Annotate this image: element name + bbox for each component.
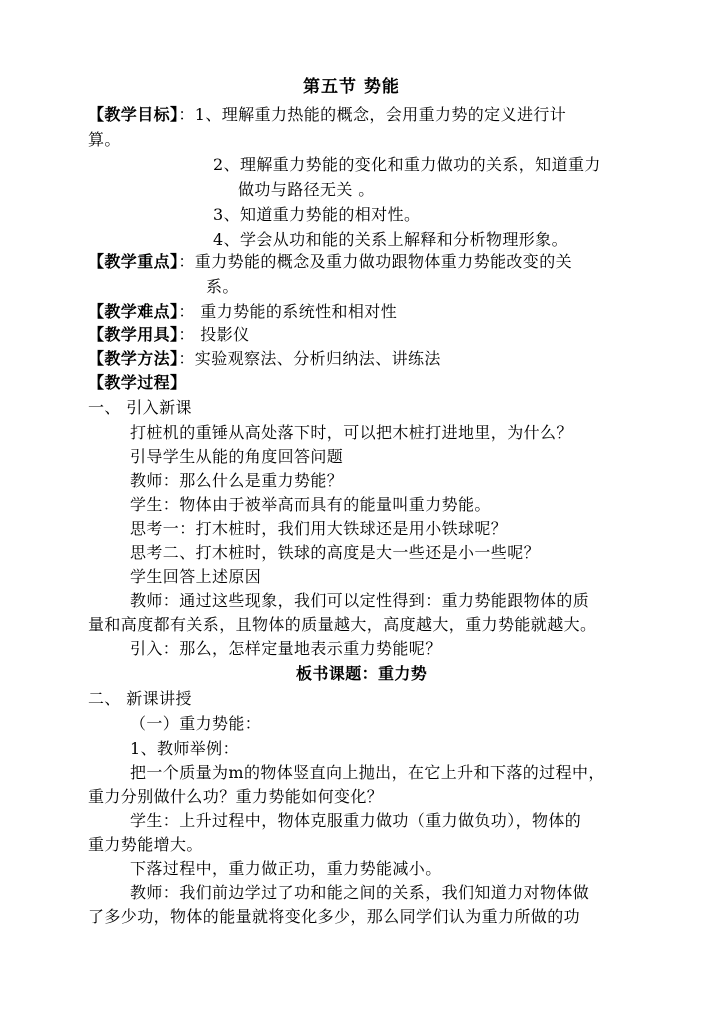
section-2-paragraph: 教师：我们前边学过了功和能之间的关系，我们知道力对物体做	[130, 883, 590, 902]
tools-label: 【教学用具】	[88, 325, 179, 344]
section-2-subheading: （一）重力势能：	[130, 714, 262, 733]
key-points-text-continued: 系。	[206, 277, 239, 296]
goals-item-1-continued: 算。	[88, 130, 121, 149]
section-1-paragraph: 教师：那么什么是重力势能？	[130, 471, 344, 490]
section-1-paragraph: 学生：物体由于被举高而具有的能量叫重力势能。	[130, 495, 491, 514]
section-1-paragraph: 学生回答上述原因	[130, 567, 262, 586]
tools-text: ： 投影仪	[178, 325, 250, 344]
section-2-paragraph-continued: 重力分别做什么功？重力势能如何变化？	[88, 787, 384, 806]
section-2-paragraph: 把一个质量为m的物体竖直向上抛出，在它上升和下落的过程中，	[130, 763, 605, 782]
section-2-paragraph-continued: 了多少功，物体的能量就将变化多少，那么同学们认为重力所做的功	[88, 907, 581, 926]
goals-item-2: 2、理解重力势能的变化和重力做功的关系，知道重力	[213, 155, 601, 174]
section-2-heading: 二、 新课讲授	[88, 689, 192, 708]
difficulties-label: 【教学难点】	[88, 302, 179, 321]
key-points-label: 【教学重点】	[88, 252, 179, 271]
section-1-paragraph: 引入：那么，怎样定量地表示重力势能呢？	[130, 639, 442, 658]
methods-text: ：实验观察法、分析归纳法、讲练法	[178, 349, 441, 368]
methods-line	[88, 348, 441, 370]
goals-label: 【教学目标】	[88, 105, 179, 124]
board-title: 板书课题：重力势	[296, 664, 428, 683]
key-points-text: ：重力势能的概念及重力做功跟物体重力势能改变的关	[178, 252, 573, 271]
section-1-paragraph: 打桩机的重锤从高处落下时，可以把木桩打进地里，为什么？	[130, 423, 573, 442]
goals-item-1: ：1、理解重力热能的概念，会用重力势的定义进行计	[178, 105, 567, 124]
key-points-line-1	[88, 251, 572, 273]
section-1-paragraph-continued: 量和高度都有关系，且物体的质量越大，高度越大，重力势能就越大。	[88, 615, 597, 634]
section-1-paragraph: 教师：通过这些现象，我们可以定性得到：重力势能跟物体的质	[130, 591, 590, 610]
methods-label: 【教学方法】	[88, 349, 179, 368]
section-2-item: 1、教师举例：	[130, 739, 239, 758]
section-2-paragraph: 学生：上升过程中，物体克服重力做功（重力做负功），物体的	[130, 811, 582, 830]
section-1-paragraph: 思考一：打木桩时，我们用大铁球还是用小铁球呢？	[130, 519, 508, 538]
section-1-paragraph: 引导学生从能的角度回答问题	[130, 447, 344, 466]
page-title: 第五节 势能	[303, 77, 400, 97]
difficulties-line	[88, 301, 397, 323]
goals-item-3: 3、知道重力势能的相对性。	[213, 205, 421, 224]
section-1-paragraph: 思考二、打木桩时，铁球的高度是大一些还是小一些呢？	[130, 543, 541, 562]
goals-line-1	[88, 104, 566, 126]
section-1-heading: 一、 引入新课	[88, 398, 192, 417]
goals-item-2-continued: 做功与路径无关 。	[238, 180, 375, 199]
process-label: 【教学过程】	[88, 373, 187, 392]
section-2-paragraph: 下落过程中，重力做正功，重力势能减小。	[130, 859, 442, 878]
difficulties-text: ： 重力势能的系统性和相对性	[178, 302, 398, 321]
section-2-paragraph-continued: 重力势能增大。	[88, 835, 203, 854]
tools-line	[88, 324, 250, 346]
goals-item-4: 4、学会从功和能的关系上解释和分析物理形象。	[213, 230, 568, 249]
